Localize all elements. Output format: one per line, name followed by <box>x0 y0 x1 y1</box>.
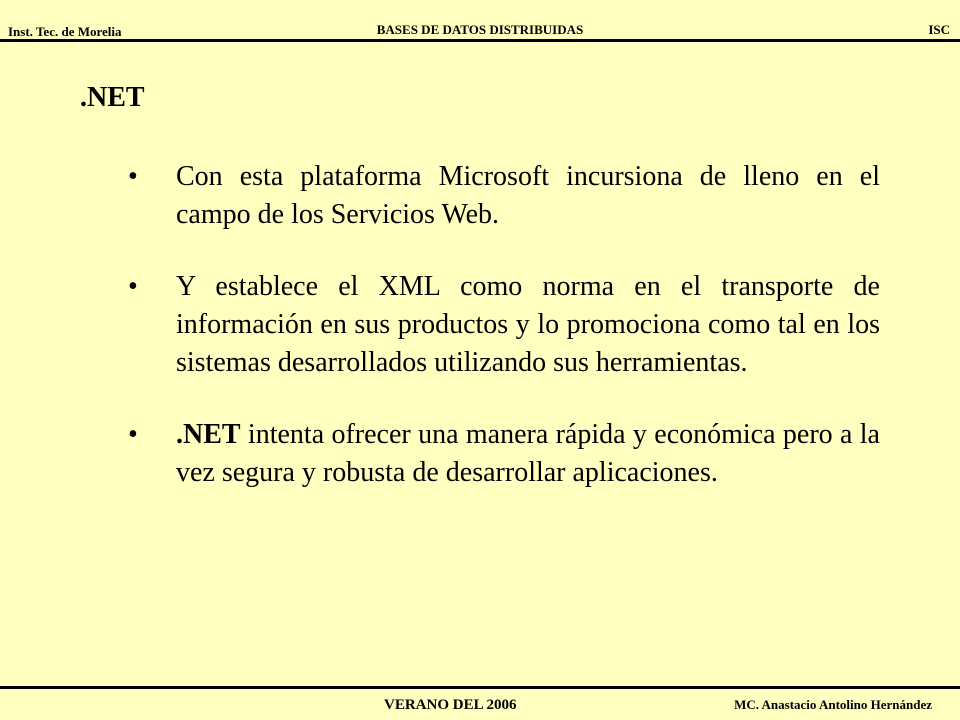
footer-author: MC. Anastacio Antolino Hernández <box>734 697 932 712</box>
bullet-item <box>126 416 880 492</box>
header-program: ISC <box>928 22 950 37</box>
bullet-marker: • <box>128 161 138 192</box>
footer-rule <box>0 686 960 689</box>
bullet-text: Con esta plataforma Microsoft incursiona de lleno en el campo de los Servicios Web. <box>176 161 880 230</box>
bullet-item <box>126 268 880 382</box>
header-rule <box>0 39 960 42</box>
bullet-marker: • <box>128 419 138 450</box>
bullet-text: Y establece el XML como norma en el transporte de información en sus productos y lo promociona como tal en los sistemas desarrollados utilizando sus herramientas. <box>176 271 880 378</box>
bullet-marker: • <box>128 271 138 302</box>
bullet-item <box>126 158 880 234</box>
bullet-bold-lead: .NET <box>176 419 241 450</box>
footer-term: VERANO DEL 2006 <box>384 697 517 713</box>
header-course-title: BASES DE DATOS DISTRIBUIDAS <box>376 22 584 37</box>
bullet-text: intenta ofrecer una manera rápida y económica pero a la vez segura y robusta de desarrollar aplicaciones. <box>176 419 880 488</box>
header-institution: Inst. Tec. de Morelia <box>8 24 122 39</box>
bullet-list <box>126 158 880 526</box>
slide-title: .NET <box>80 82 145 113</box>
